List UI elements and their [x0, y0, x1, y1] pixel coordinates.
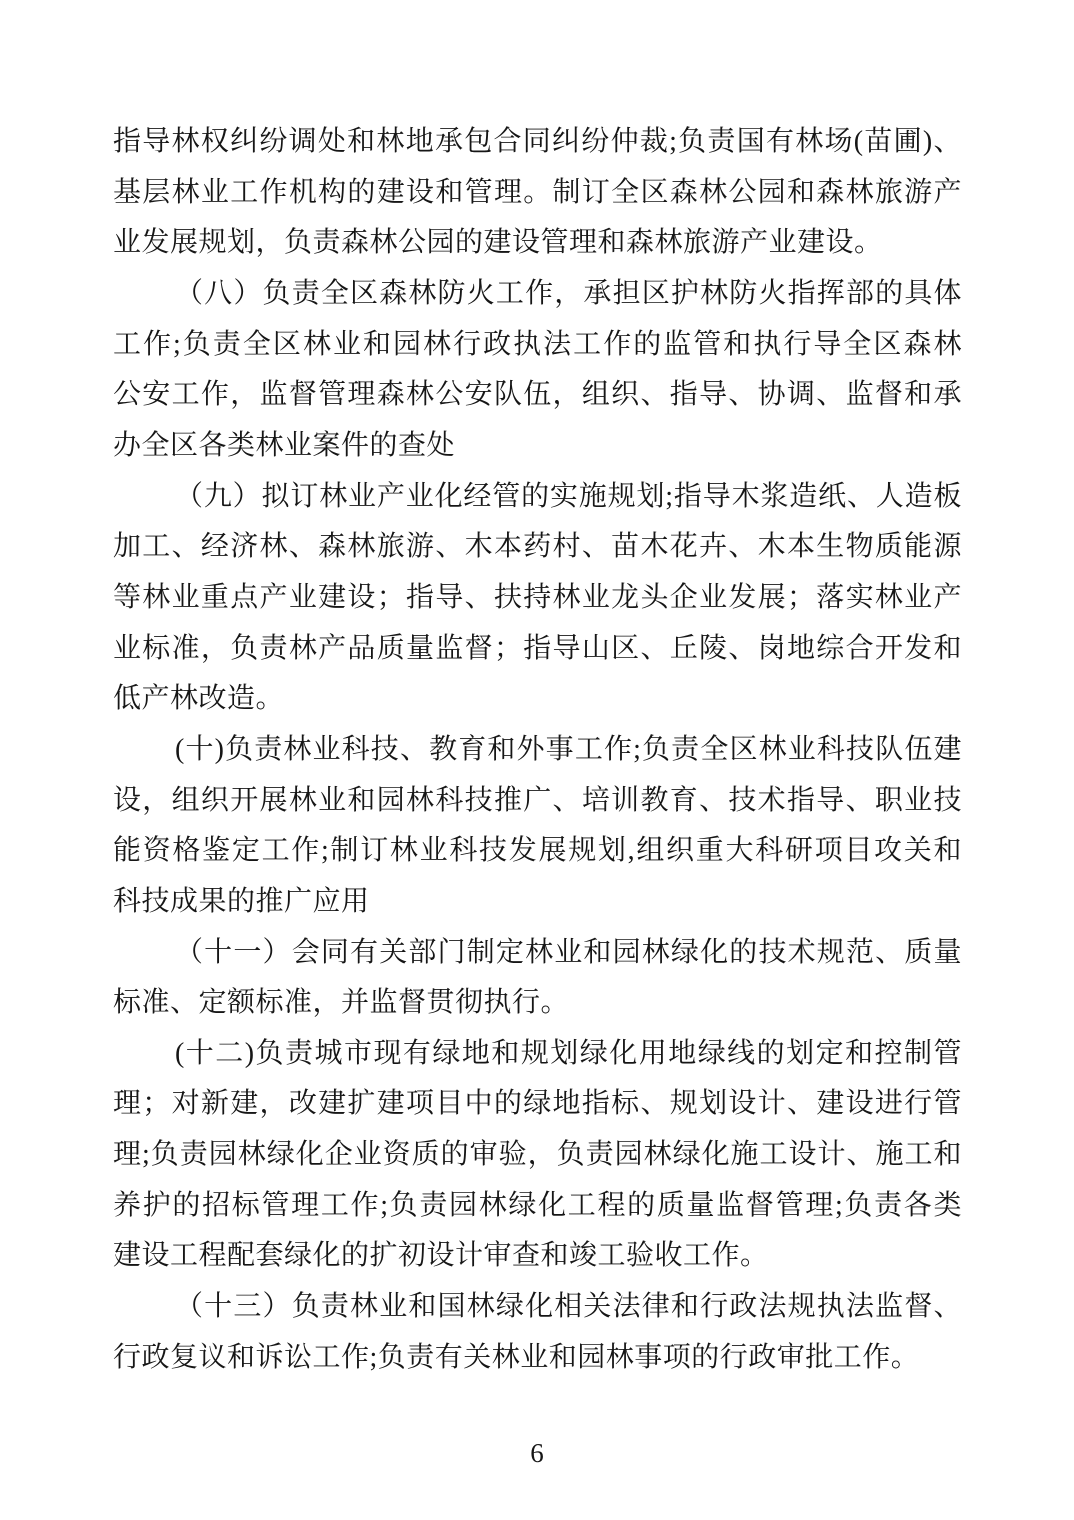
document-body — [113, 117, 962, 1383]
text-line-item-8: （八）负责全区森林防火工作，承担区护林防火指挥部的具体 — [175, 277, 962, 309]
text-line: 办全区各类林业案件的查处 — [113, 429, 456, 461]
text-line-item-10: (十)负责林业科技、教育和外事工作;负责全区林业科技队伍建 — [175, 733, 962, 765]
text-line: 加工、经济林、森林旅游、木本药村、苗木花卉、木本生物质能源 — [113, 531, 962, 563]
text-line: 基层林业工作机构的建设和管理。制订全区森林公园和森林旅游产 — [113, 176, 962, 208]
text-line: 指导林权纠纷调处和林地承包合同纠纷仲裁;负责国有林场(苗圃)、 — [113, 126, 962, 157]
text-line: 标准、定额标准，并监督贯彻执行。 — [113, 987, 570, 1019]
text-line: 工作;负责全区林业和园林行政执法工作的监管和执行导全区森林 — [113, 328, 962, 360]
text-line: 养护的招标管理工作;负责园林绿化工程的质量监督管理;负责各类 — [113, 1189, 962, 1221]
text-line: 理;负责园林绿化企业资质的审验，负责园林绿化施工设计、施工和 — [113, 1139, 962, 1171]
text-line: 理；对新建，改建扩建项目中的绿地指标、规划设计、建设进行管 — [113, 1088, 962, 1120]
text-line-item-9: （九）拟订林业产业化经管的实施规划;指导木浆造纸、人造板 — [175, 480, 962, 512]
text-line: 公安工作，监督管理森林公安队伍，组织、指导、协调、监督和承 — [113, 379, 962, 411]
text-line-item-13: （十三）负责林业和国林绿化相关法律和行政法规执法监督、 — [175, 1291, 962, 1323]
text-line: 等林业重点产业建设；指导、扶持林业龙头企业发展；落实林业产 — [113, 581, 962, 613]
text-line-item-12: (十二)负责城市现有绿地和规划绿化用地绿线的划定和控制管 — [175, 1037, 962, 1069]
text-line: 业标准，负责林产品质量监督；指导山区、丘陵、岗地综合开发和 — [113, 632, 962, 664]
text-line: 能资格鉴定工作;制订林业科技发展规划,组织重大科研项目攻关和 — [113, 835, 962, 867]
text-line-item-11: （十一）会同有关部门制定林业和园林绿化的技术规范、质量 — [175, 936, 962, 968]
page-number: 6 — [530, 1438, 544, 1468]
text-line: 设，组织开展林业和园林科技推广、培训教育、技术指导、职业技 — [113, 784, 962, 816]
text-line: 低产林改造。 — [113, 683, 285, 715]
text-line: 科技成果的推广应用 — [113, 885, 370, 917]
text-line: 行政复议和诉讼工作;负责有关林业和园林事项的行政审批工作。 — [113, 1341, 920, 1373]
text-line: 建设工程配套绿化的扩初设计审查和竣工验收工作。 — [113, 1240, 769, 1272]
text-line: 业发展规划，负责森林公园的建设管理和森林旅游产业建设。 — [113, 227, 883, 259]
